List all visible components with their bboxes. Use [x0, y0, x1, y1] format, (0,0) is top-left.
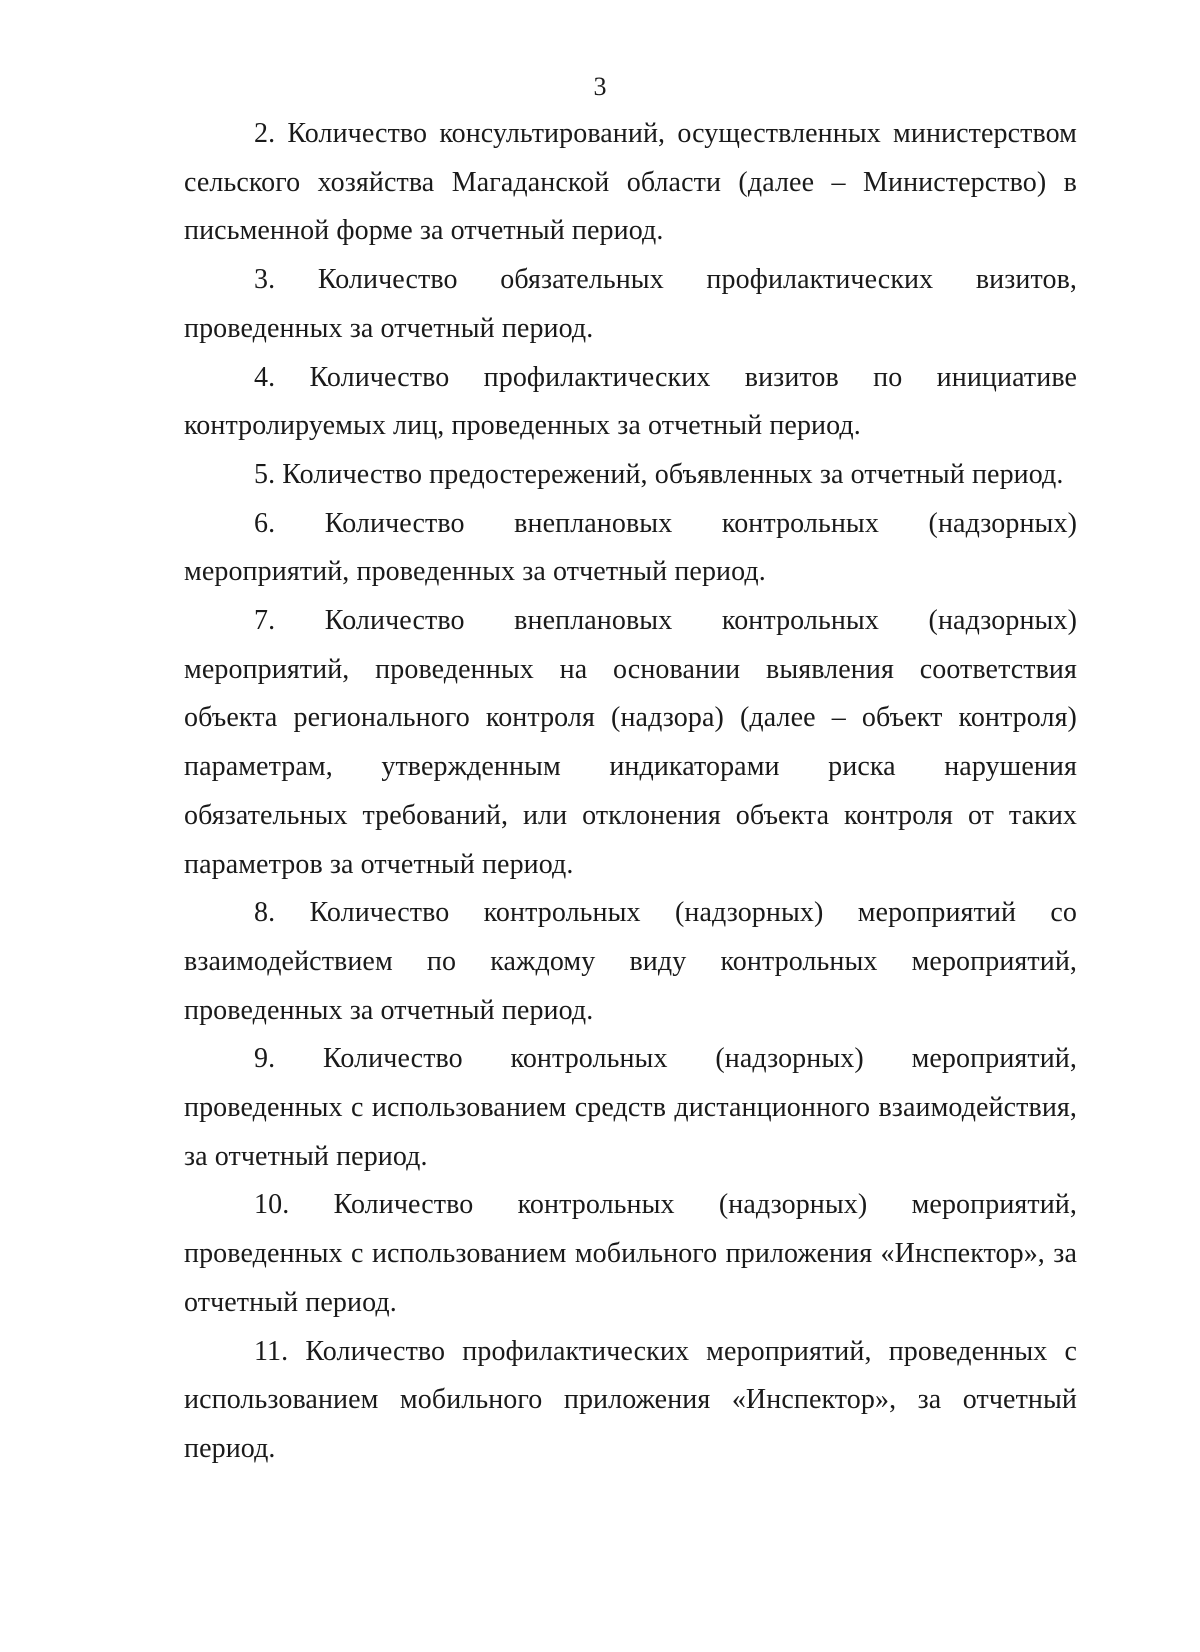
- list-item: 7. Количество внеплановых контрольных (надзорных) мероприятий, проведенных на основании выявления соответствия объекта регионального контроля (надзора) (далее – объект контроля) параметрам, утвержденным индикаторами риска нарушения обязательных требований, или отклонения объекта контроля от таких параметров за отчетный период.: [184, 605, 1077, 880]
- page-number: 3: [593, 72, 607, 101]
- list-item: 2. Количество консультирований, осуществленных министерством сельского хозяйства Магаданской области (далее – Министерство) в письменной форме за отчетный период.: [184, 118, 1077, 247]
- list-item: 3. Количество обязательных профилактических визитов, проведенных за отчетный период.: [184, 264, 1077, 344]
- list-item: 5. Количество предостережений, объявленных за отчетный период.: [254, 458, 1064, 490]
- list-item: 8. Количество контрольных (надзорных) мероприятий со взаимодействием по каждому виду контрольных мероприятий, проведенных за отчетный период.: [184, 897, 1077, 1026]
- list-item: 4. Количество профилактических визитов по инициативе контролируемых лиц, проведенных за отчетный период.: [184, 361, 1077, 442]
- list-item: 9. Количество контрольных (надзорных) мероприятий, проведенных с использованием средств дистанционного взаимодействия, за отчетный период.: [184, 1043, 1077, 1172]
- list-item: 6. Количество внеплановых контрольных (надзорных) мероприятий, проведенных за отчетный период.: [184, 507, 1077, 588]
- list-item: 10. Количество контрольных (надзорных) мероприятий, проведенных с использованием мобильного приложения «Инспектор», за отчетный период.: [184, 1189, 1077, 1318]
- list-item: 11. Количество профилактических мероприятий, проведенных с использованием мобильного приложения «Инспектор», за отчетный период.: [184, 1335, 1077, 1464]
- document-body: [184, 110, 1077, 1474]
